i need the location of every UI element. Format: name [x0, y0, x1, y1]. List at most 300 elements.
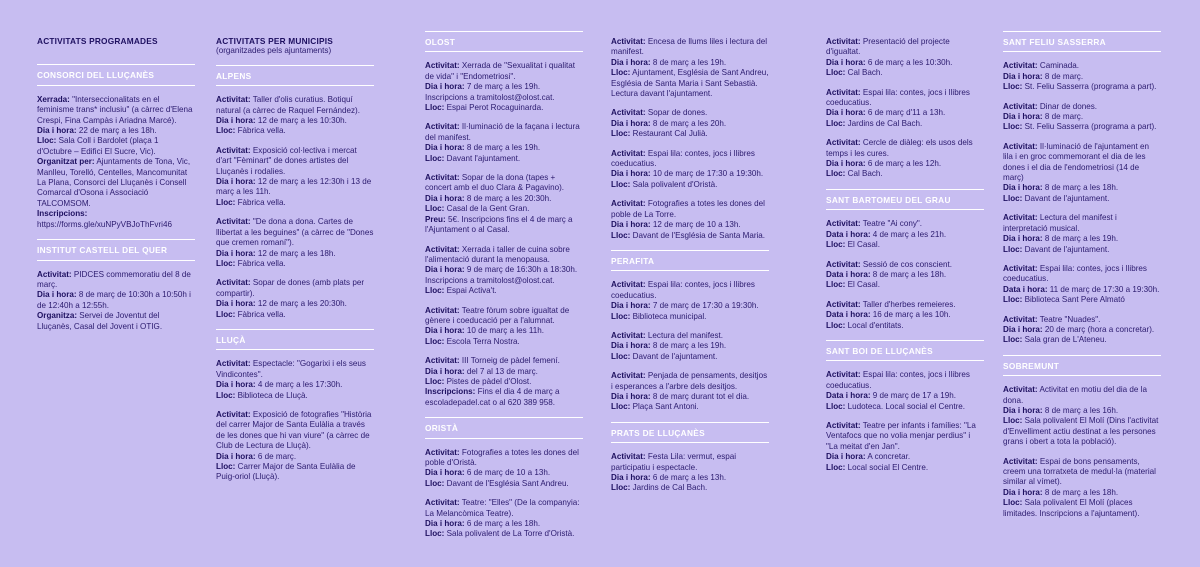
event-label: Activitat:: [1003, 314, 1038, 324]
event-text: 8 de març.: [1042, 112, 1084, 122]
event-label: Activitat:: [826, 420, 861, 430]
event-text: 8 de març a les 20h.: [650, 118, 727, 128]
event-label: Lloc:: [826, 280, 846, 290]
event-text: Espai de bons pensaments, creem una torratxeta de medul·la (material similar al vímet).: [1003, 456, 1156, 487]
event-text: Penjada de pensaments, desitjos i esperances a l'arbre dels desitjos.: [611, 371, 768, 391]
event-text: Activitat en motiu del dia de la dona.: [1003, 385, 1147, 405]
event-text: 6 de març a les 10:30h.: [865, 57, 953, 67]
event-text: 10 de març de 17:30 a 19:30h.: [650, 169, 764, 179]
event-text: Local social El Centre.: [845, 462, 929, 472]
registration-link[interactable]: https://forms.gle/xuNPyVBJoThFvri46: [37, 219, 172, 229]
event-text: 22 de març a les 18h.: [76, 126, 157, 136]
event-item: [425, 306, 583, 348]
event-text: Carrer Major de Santa Eulàlia de Puig-oriol (Lluçà).: [216, 462, 356, 482]
event-text: "Interseccionalitats en el feminisme trans* inclusiu" (a càrrec d'Elena Crespi, Fina Campàs i Ariadna Marcé).: [37, 94, 193, 125]
event-text: Sala polivalent El Molí (Dins l'activitat d'Envelliment actiu destinat a les persones grans i obert a tota la població).: [1003, 416, 1159, 447]
event-label: Activitat:: [1003, 101, 1038, 111]
event-item: [37, 95, 195, 230]
event-item: [826, 219, 984, 250]
event-label: Lloc:: [1003, 416, 1023, 426]
event-label: Dia i hora:: [1003, 112, 1043, 122]
event-item: [826, 88, 984, 130]
section-heading-prats: PRATS DE LLUÇANÈS: [611, 422, 769, 443]
event-label: Lloc:: [425, 286, 445, 296]
event-text: Fàbrica vella.: [235, 258, 286, 268]
event-text: Fotografies a totes les dones del poble de La Torre.: [611, 199, 765, 219]
event-text: Escola Terra Nostra.: [444, 336, 520, 346]
event-label: Lloc:: [611, 129, 631, 139]
event-label: Activitat:: [216, 409, 251, 419]
event-item: [216, 278, 374, 320]
event-item: [1003, 385, 1161, 447]
event-label: Lloc:: [826, 462, 846, 472]
event-label: Dia i hora:: [1003, 71, 1043, 81]
event-label: Data i hora:: [826, 269, 871, 279]
event-text: 10 de març a les 11h.: [464, 326, 545, 336]
event-text: Sessió de cos conscient.: [860, 259, 952, 269]
event-item: [216, 146, 374, 208]
event-label: Lloc:: [1003, 335, 1023, 345]
event-text: 7 de març de 17:30 a 19:30h.: [650, 301, 759, 311]
event-item: [826, 421, 984, 473]
event-text: St. Feliu Sasserra (programa a part).: [1022, 122, 1157, 132]
event-item: [1003, 213, 1161, 255]
event-label: Inscripcions:: [425, 387, 476, 397]
event-item: [1003, 457, 1161, 519]
event-text: Jardins de Cal Bach.: [845, 118, 923, 128]
event-text: Encesa de llums liles i lectura del manifest.: [611, 37, 768, 57]
event-text: 9 de març de 16:30h a 18:30h. Inscripcions a tramitolost@olost.cat.: [425, 265, 578, 285]
event-text: Davant de l'Església de Santa Maria.: [630, 230, 766, 240]
event-label: Activitat:: [1003, 213, 1038, 223]
event-label: Dia i hora:: [1003, 234, 1043, 244]
event-label: Lloc:: [216, 309, 236, 319]
event-label: Lloc:: [826, 169, 846, 179]
event-text: Taller d'olis curatius. Botiquí natural (a càrrec de Raquel Fernández).: [216, 95, 360, 115]
event-item: [216, 359, 374, 401]
event-text: Lectura del manifest i interpretació musical.: [1003, 213, 1117, 233]
event-label: Activitat:: [611, 199, 646, 209]
event-text: El Casal.: [845, 240, 880, 250]
event-label: Activitat:: [826, 299, 861, 309]
event-text: Espai lila: contes, jocs i llibres coeducatius.: [826, 370, 970, 390]
event-text: Cal Bach.: [845, 169, 883, 179]
event-item: [425, 448, 583, 490]
event-item: [611, 371, 769, 413]
event-label: Activitat:: [425, 447, 460, 457]
event-label: Lloc:: [1003, 122, 1023, 132]
event-label: Lloc:: [216, 258, 236, 268]
event-text: Espectacle: "Gogarixi i els seus Vindicontes".: [216, 359, 366, 379]
event-label: Activitat:: [425, 356, 460, 366]
event-label: Dia i hora:: [37, 126, 77, 136]
event-text: 12 de març a les 12:30h i 13 de març a les 11h.: [216, 177, 372, 197]
event-item: [1003, 142, 1161, 204]
event-label: Lloc:: [37, 136, 57, 146]
event-label: Activitat:: [216, 278, 251, 288]
event-text: Teatre: "Elles" (De la companyia: La Melancòmica Teatre).: [425, 498, 580, 518]
event-text: 8 de març a les 19h.: [650, 341, 727, 351]
event-label: Dia i hora:: [216, 380, 256, 390]
event-label: Dia i hora:: [611, 169, 651, 179]
event-item: [425, 498, 583, 540]
event-label: Activitat:: [1003, 263, 1038, 273]
event-label: Activitat:: [425, 173, 460, 183]
event-label: Data i hora:: [1003, 284, 1048, 294]
municipal-activities-title: ACTIVITATS PER MUNICIPIS: [216, 36, 333, 46]
event-label: Activitat:: [611, 371, 646, 381]
event-item: [425, 173, 583, 235]
event-text: 8 de març a les 19h.: [464, 143, 541, 153]
event-label: Organitzat per:: [37, 157, 95, 167]
event-text: Plaça Sant Antoni.: [630, 402, 699, 412]
event-label: Lloc:: [611, 68, 631, 78]
event-label: Dia i hora:: [611, 473, 651, 482]
event-label: Dia i hora:: [826, 452, 866, 462]
event-text: Lectura del manifest.: [645, 330, 724, 340]
event-text: Fàbrica vella.: [235, 197, 286, 207]
event-label: Lloc:: [1003, 82, 1023, 92]
event-text: Davant l'ajuntament.: [444, 153, 521, 163]
event-label: Inscripcions:: [37, 209, 88, 219]
column-1: [37, 31, 195, 332]
event-text: 6 de març d'11 a 13h.: [865, 108, 946, 118]
section-heading-alpens: ALPENS: [216, 65, 374, 86]
event-text: Fotografies a totes les dones del poble d'Oristà.: [425, 447, 579, 467]
section-heading-lluca: LLUÇÀ: [216, 329, 374, 350]
event-item: [1003, 264, 1161, 306]
event-text: 12 de març a les 18h.: [255, 248, 336, 258]
event-label: Activitat:: [1003, 385, 1038, 395]
event-text: 8 de març.: [1042, 71, 1084, 81]
event-label: Lloc:: [826, 320, 846, 330]
event-label: Dia i hora:: [611, 391, 651, 401]
event-label: Lloc:: [425, 204, 445, 214]
section-heading-sant-boi: SANT BOI DE LLUÇANÈS: [826, 340, 984, 361]
event-label: Lloc:: [425, 376, 445, 386]
event-text: Restaurant Cal Julià.: [630, 129, 708, 139]
event-label: Lloc:: [611, 311, 631, 321]
event-label: Activitat:: [611, 280, 646, 290]
event-text: Fàbrica vella.: [235, 309, 286, 319]
event-text: 20 de març (hora a concretar).: [1042, 324, 1155, 334]
event-label: Activitat:: [425, 305, 460, 315]
event-text: Casal de la Gent Gran.: [444, 204, 530, 214]
event-label: Lloc:: [826, 401, 846, 411]
event-item: [826, 138, 984, 180]
event-item: [826, 370, 984, 412]
event-text: 8 de març durant tot el dia.: [650, 391, 750, 401]
event-item: [611, 149, 769, 191]
event-text: Davant de l'ajuntament.: [1022, 193, 1110, 203]
event-label: Lloc:: [611, 483, 631, 493]
event-text: St. Feliu Sasserra (programa a part).: [1022, 82, 1157, 92]
event-text: Cal Bach.: [845, 68, 883, 78]
event-label: Lloc:: [826, 240, 846, 250]
event-text: PIDCES commemoratiu del 8 de març.: [37, 269, 191, 289]
event-label: Lloc:: [216, 197, 236, 207]
event-text: Exposició col·lectiva i mercat d'art "Fèminart" de dones artistes del Lluçanès i rodalies.: [216, 145, 357, 176]
event-text: 8 de març de 10:30h a 10:50h i de 12:40h a 12:55h.: [37, 290, 191, 310]
event-label: Activitat:: [611, 108, 646, 118]
event-label: Dia i hora:: [826, 108, 866, 118]
event-text: Il·luminació de la façana i lectura del manifest.: [425, 122, 580, 142]
event-item: [425, 245, 583, 297]
event-text: Pistes de pàdel d'Olost.: [444, 376, 532, 386]
event-text: Espai lila: contes, jocs i llibres coeducatius.: [1003, 263, 1147, 284]
section-heading-sobremunt: SOBREMUNT: [1003, 355, 1161, 376]
event-text: A concretar.: [865, 452, 911, 462]
event-label: Activitat:: [216, 145, 251, 155]
column-2: [216, 31, 374, 483]
section-heading-sant-bartomeu: SANT BARTOMEU DEL GRAU: [826, 189, 984, 210]
event-label: Dia i hora:: [611, 341, 651, 351]
event-label: Dia i hora:: [1003, 324, 1043, 334]
event-text: 11 de març de 17:30 a 19:30h.: [1047, 284, 1160, 294]
event-text: 16 de març a les 10h.: [870, 310, 951, 320]
event-text: Sopar de dones.: [645, 108, 708, 118]
event-label: Dia i hora:: [425, 82, 465, 92]
event-text: Biblioteca Sant Pere Almató: [1022, 295, 1125, 305]
event-text: del 7 al 13 de març.: [464, 366, 538, 376]
event-label: Activitat:: [216, 359, 251, 369]
event-label: Activitat:: [1003, 141, 1038, 151]
event-label: Dia i hora:: [826, 57, 866, 67]
event-label: Lloc:: [826, 118, 846, 128]
event-label: Activitat:: [826, 37, 861, 46]
event-text: Sopar de dones (amb plats per compartir).: [216, 278, 365, 298]
event-label: Activitat:: [216, 217, 251, 227]
event-label: Data i hora:: [826, 310, 871, 320]
section-heading-perafita: PERAFITA: [611, 250, 769, 271]
event-label: Activitat:: [425, 244, 460, 254]
column-6: [1003, 31, 1161, 519]
event-text: Ajuntaments de Tona, Vic, Manlleu, Torelló, Centelles, Mancomunitat La Plana, Consorci del Lluçanès i Consell Comarcal d'Osona i Associació TALCOMSOM.: [37, 157, 191, 208]
event-text: Exposició de fotografies "Història del carrer Major de Santa Eulàlia a través de les dones que hi van viure" (a càrrec de Club de Lectura de Lluçà).: [216, 409, 372, 451]
event-item: [611, 108, 769, 139]
event-text: Sala polivalent de La Torre d'Oristà.: [444, 529, 575, 539]
event-item: [611, 199, 769, 241]
event-label: Lloc:: [611, 402, 631, 412]
event-label: Lloc:: [611, 351, 631, 361]
event-item: [216, 410, 374, 483]
event-label: Dia i hora:: [37, 290, 77, 300]
event-text: Davant de l'Església Sant Andreu.: [444, 478, 569, 488]
event-text: Il·luminació de l'ajuntament en lila i en groc commemorant el dia de les dones i el dia de l'endometriosi (14 de març): [1003, 141, 1149, 183]
event-text: Xerrada i taller de cuina sobre l'alimentació durant la menopausa.: [425, 244, 570, 264]
event-label: Dia i hora:: [425, 143, 465, 153]
event-text: Espai lila: contes, jocs i llibres coeducatius.: [611, 280, 755, 300]
event-text: 4 de març a les 21h.: [870, 229, 947, 239]
event-text: Teatre fòrum sobre igualtat de gènere i coeducació per a l'alumnat.: [425, 305, 570, 325]
event-item: [425, 356, 583, 408]
event-text: Davant de l'ajuntament.: [630, 351, 718, 361]
event-label: Organitza:: [37, 311, 78, 321]
event-text: Davant de l'ajuntament.: [1022, 244, 1110, 254]
event-label: Lloc:: [1003, 295, 1023, 305]
event-label: Activitat:: [425, 122, 460, 132]
event-label: Lloc:: [216, 462, 236, 471]
event-label: Lloc:: [425, 153, 445, 163]
event-label: Lloc:: [425, 478, 445, 488]
event-label: Data i hora:: [826, 229, 871, 239]
event-label: Lloc:: [1003, 244, 1023, 254]
event-text: 8 de març a les 18h.: [1042, 183, 1119, 193]
event-text: 4 de març a les 17:30h.: [255, 380, 343, 390]
event-text: Espai Perot Rocaguinarda.: [444, 103, 544, 113]
event-text: 12 de març a les 10:30h.: [255, 116, 347, 126]
event-label: Activitat:: [826, 138, 861, 148]
event-text: 9 de març de 17 a 19h.: [870, 391, 957, 401]
event-text: 8 de març a les 19h.: [650, 57, 727, 67]
event-label: Dia i hora:: [425, 193, 465, 203]
event-item: [611, 37, 769, 99]
event-label: Xerrada:: [37, 94, 70, 104]
event-text: 8 de març a les 20:30h.: [464, 193, 552, 203]
event-text: 7 de març a les 19h. Inscripcions a tramitolost@olost.cat.: [425, 82, 555, 102]
event-label: Dia i hora:: [216, 177, 256, 187]
event-text: Biblioteca de Lluçà.: [235, 390, 308, 400]
event-text: Teatre per infants i famílies: "La Ventafocs que no volia menjar perdius" i "La meitat d'en Jan".: [826, 420, 976, 451]
column-4: [611, 37, 769, 494]
event-item: [826, 300, 984, 331]
event-label: Activitat:: [611, 330, 646, 340]
event-item: [826, 37, 984, 79]
event-label: Dia i hora:: [611, 301, 651, 311]
event-text: Fàbrica vella.: [235, 126, 286, 136]
event-label: Dia i hora:: [425, 366, 465, 376]
event-item: [1003, 61, 1161, 92]
event-text: Taller d'herbes remeieres.: [860, 299, 956, 309]
event-text: III Torneig de pàdel femení.: [459, 356, 560, 366]
event-label: Dia i hora:: [425, 265, 465, 275]
event-label: Dia i hora:: [216, 299, 256, 309]
event-text: Sala Coll i Bardolet (plaça 1 d'Octubre – Edifici El Sucre, Vic).: [37, 136, 159, 156]
event-label: Activitat:: [611, 148, 646, 158]
event-label: Dia i hora:: [1003, 405, 1043, 415]
event-text: Presentació del projecte d'igualtat.: [826, 37, 950, 57]
event-label: Lloc:: [1003, 193, 1023, 203]
event-label: Dia i hora:: [611, 118, 651, 128]
event-label: Activitat:: [826, 370, 861, 380]
municipal-activities-subtitle: (organitzades pels ajuntaments): [216, 46, 332, 56]
event-text: Espai lila: contes, jocs i llibres coeducatius.: [611, 148, 755, 169]
event-label: Lloc:: [425, 336, 445, 346]
event-text: Caminada.: [1037, 61, 1080, 71]
event-text: Sala gran de L'Ateneu.: [1022, 335, 1107, 345]
event-label: Dia i hora:: [1003, 487, 1043, 497]
event-label: Activitat:: [216, 95, 251, 105]
event-text: Sala polivalent El Molí (places limitades. Inscripcions a l'ajuntament).: [1003, 498, 1140, 518]
event-text: Teatre "Ai cony".: [860, 219, 923, 229]
event-text: 8 de març a les 18h.: [1042, 487, 1119, 497]
event-text: Sopar de la dona (tapes + concert amb el duo Clara & Pagavino).: [425, 173, 565, 193]
event-text: Espai lila: contes, jocs i llibres coeducatius.: [826, 87, 970, 108]
event-label: Dia i hora:: [425, 326, 465, 336]
section-heading-sant-feliu: SANT FELIU SASSERRA: [1003, 31, 1161, 52]
event-label: Lloc:: [425, 103, 445, 113]
event-text: 6 de març a les 18h.: [464, 519, 541, 529]
event-text: Ludoteca. Local social el Centre.: [845, 401, 966, 411]
event-label: Dia i hora:: [611, 220, 651, 230]
event-text: 6 de març de 10 a 13h.: [464, 468, 551, 478]
section-heading-institut: INSTITUT CASTELL DEL QUER: [37, 239, 195, 260]
event-text: 5€. Inscripcions fins el 4 de març a l'Ajuntament o al Casal.: [425, 214, 573, 235]
event-text: Sala polivalent d'Oristà.: [630, 179, 718, 189]
event-text: 12 de març de 10 a 13h.: [650, 220, 741, 230]
event-text: Servei de Joventut del Lluçanès, Casal del Jovent i OTIG.: [37, 311, 163, 331]
event-text: 6 de març.: [255, 451, 297, 461]
event-label: Lloc:: [425, 529, 445, 539]
event-text: "De dona a dona. Cartes de llibertat a les beguines" (a càrrec de "Dones que cremen romaní").: [216, 217, 374, 248]
event-label: Dia i hora:: [425, 519, 465, 529]
event-text: Local d'entitats.: [845, 320, 904, 330]
event-label: Dia i hora:: [216, 248, 256, 258]
event-text: Fins el dia 4 de març a escoladepadel.cat o al 620 389 958.: [425, 387, 560, 407]
section-heading-consorci: CONSORCI DEL LLUÇANÈS: [37, 64, 195, 85]
event-item: [425, 122, 583, 164]
event-label: Preu:: [425, 214, 446, 224]
event-text: 6 de març a les 13h.: [650, 473, 727, 482]
event-text: 6 de març a les 12h.: [865, 159, 942, 169]
event-item: [216, 217, 374, 269]
event-item: [611, 280, 769, 322]
section-heading-olost: OLOST: [425, 31, 583, 52]
column-3: [425, 31, 583, 540]
event-label: Dia i hora:: [425, 468, 465, 478]
event-item: [37, 270, 195, 332]
event-text: 8 de març a les 19h.: [1042, 234, 1119, 244]
event-label: Activitat:: [826, 219, 861, 229]
programmed-activities-title: ACTIVITATS PROGRAMADES: [37, 36, 158, 46]
event-text: 8 de març a les 16h.: [1042, 405, 1119, 415]
event-label: Activitat:: [425, 498, 460, 508]
event-label: Dia i hora:: [1003, 183, 1043, 193]
event-label: Lloc:: [611, 230, 631, 240]
event-item: [1003, 315, 1161, 346]
event-label: Activitat:: [1003, 456, 1038, 466]
event-text: Dinar de dones.: [1037, 101, 1098, 111]
event-text: Teatre "Nuades".: [1037, 314, 1101, 324]
event-label: Activitat:: [611, 37, 646, 46]
event-label: Activitat:: [611, 452, 646, 462]
event-text: Festa Lila: vermut, espai participatiu i espectacle.: [611, 452, 737, 472]
event-label: Lloc:: [611, 179, 631, 189]
column-5: [826, 37, 984, 473]
event-label: Lloc:: [826, 68, 846, 78]
event-text: El Casal.: [845, 280, 880, 290]
event-item: [425, 61, 583, 113]
event-label: Dia i hora:: [826, 159, 866, 169]
event-label: Dia i hora:: [216, 116, 256, 126]
event-item: [826, 260, 984, 291]
event-text: 8 de març a les 18h.: [870, 269, 947, 279]
event-label: Lloc:: [216, 390, 236, 400]
event-item: [611, 452, 769, 494]
event-label: Lloc:: [1003, 498, 1023, 508]
event-text: Espai Activa't.: [444, 286, 497, 296]
event-label: Activitat:: [826, 87, 861, 97]
event-text: Jardins de Cal Bach.: [630, 483, 708, 493]
event-text: Xerrada de "Sexualitat i qualitat de vida" i "Endometriosi".: [425, 61, 575, 81]
event-label: Activitat:: [1003, 61, 1038, 71]
event-label: Activitat:: [826, 259, 861, 269]
event-text: Cercle de diàleg: els usos dels temps i les cures.: [826, 138, 973, 158]
event-label: Activitat:: [425, 61, 460, 71]
event-item: [611, 331, 769, 362]
event-label: Dia i hora:: [216, 451, 256, 461]
event-text: Biblioteca municipal.: [630, 311, 707, 321]
